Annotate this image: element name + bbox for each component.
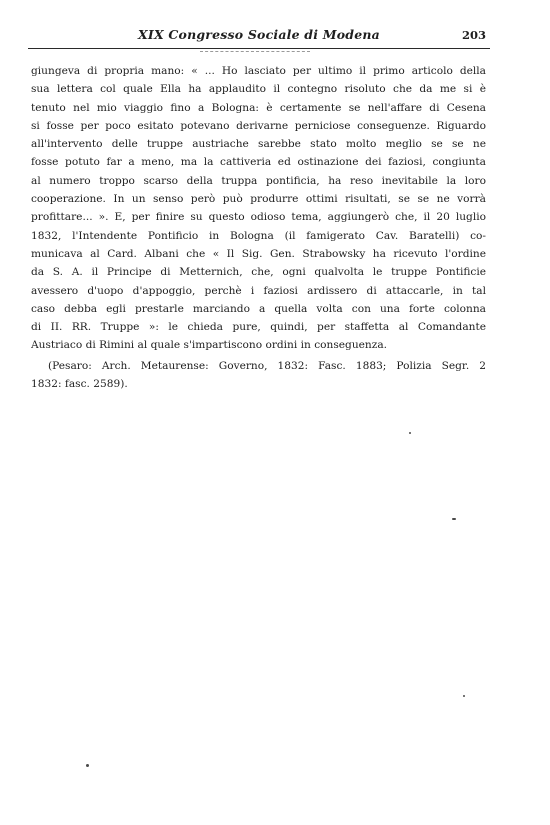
scan-speck — [463, 695, 465, 697]
header-rule — [28, 48, 490, 49]
scan-speck — [409, 432, 411, 434]
page-number: 203 — [461, 28, 486, 42]
header-rule-shadow — [200, 51, 310, 52]
text-line-6: fosse potuto far a meno, ma la cattiveria ed ostinazione dei faziosi, congiunta — [31, 156, 486, 169]
text-line-12: da S. A. il Principe di Metternich, che, ogni qualvolta le truppe Pontificie — [31, 266, 486, 279]
body-paragraph — [31, 62, 486, 355]
text-line-15: di II. RR. Truppe »: le chieda pure, quindi, per staffetta al Comandante — [31, 321, 486, 334]
text-line-5: all'intervento delle truppe austriache sarebbe stato molto meglio se se ne — [31, 138, 486, 151]
text-line-16: Austriaco di Rimini al quale s'impartiscono ordini in conseguenza. — [31, 339, 388, 352]
running-header — [28, 27, 490, 49]
citation-line-2: 1832: fasc. 2589). — [31, 378, 128, 391]
archival-citation — [31, 357, 486, 394]
citation-line-1: (Pesaro: Arch. Metaurense: Governo, 1832: Fasc. 1883; Polizia Segr. 2 — [48, 360, 486, 372]
text-line-8: cooperazione. In un senso però può produrre ottimi risultati, se se ne vorrà — [31, 193, 486, 206]
scan-speck — [452, 518, 456, 520]
text-line-2: sua lettera col quale Ella ha applaudito il contegno risoluto che da me si è — [31, 83, 486, 96]
text-line-1: giungeva di propria mano: « ... Ho lasciato per ultimo il primo articolo della — [31, 65, 486, 77]
text-line-3: tenuto nel mio viaggio fino a Bologna: è certamente se nell'affare di Cesena — [31, 101, 486, 114]
text-line-4: si fosse per poco esitato potevano derivarne perniciose conseguenze. Riguardo — [31, 119, 486, 132]
header-title: XIX Congresso Sociale di Modena — [138, 27, 380, 42]
text-line-7: al numero troppo scarso della truppa pontificia, ha reso inevitabile la loro — [31, 174, 486, 187]
text-line-10: 1832, l'Intendente Pontificio in Bologna (il famigerato Cav. Baratelli) co- — [31, 229, 486, 242]
text-line-13: avessero d'uopo d'appoggio, perchè i faziosi ardissero di attaccarle, in tal — [31, 284, 486, 297]
text-line-9: profittare... ». E, per finire su questo odioso tema, aggiungerò che, il 20 luglio — [31, 211, 486, 224]
text-line-11: municava al Card. Albani che « Il Sig. Gen. Strabowsky ha ricevuto l'ordine — [31, 247, 486, 260]
text-line-14: caso debba egli prestarle marciando a quella volta con una forte colonna — [31, 302, 486, 315]
scan-speck — [86, 764, 89, 767]
